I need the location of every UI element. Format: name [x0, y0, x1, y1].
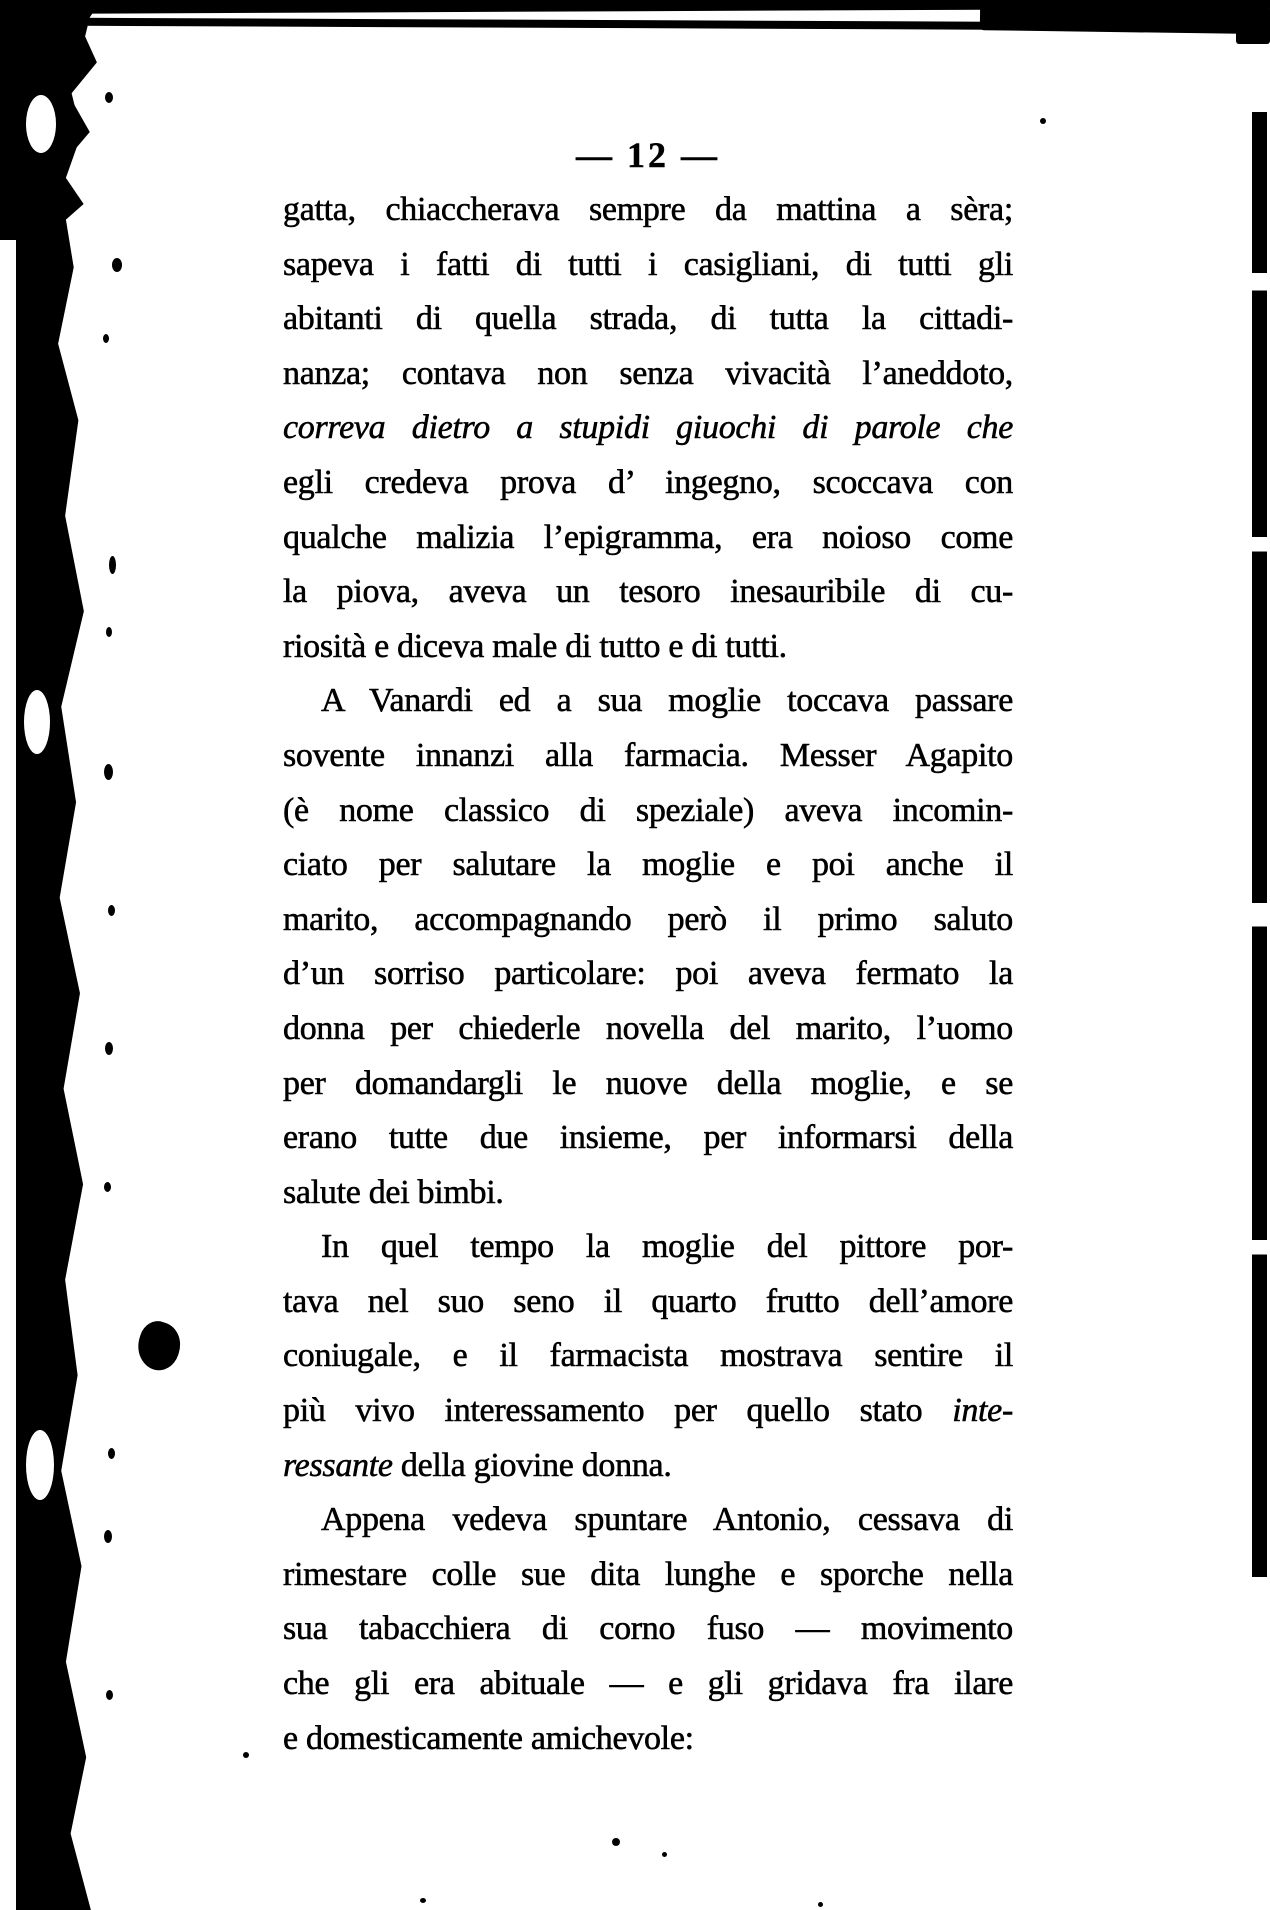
scan-edge-gap — [26, 1430, 54, 1500]
body-text: d’un sorriso particolare: poi aveva fermato la — [283, 955, 1013, 993]
text-line — [283, 511, 1013, 566]
italic-text: ressante — [283, 1446, 393, 1484]
ink-speck — [662, 1852, 667, 1857]
text-line — [283, 292, 1013, 347]
scan-edge-top-right — [980, 0, 1245, 34]
text-line — [283, 1275, 1013, 1330]
ink-speck — [104, 764, 113, 780]
scan-edge-gap — [26, 95, 56, 153]
body-text: egli credeva prova d’ ingegno, scoccava con — [283, 463, 1013, 501]
text-line — [283, 620, 1013, 675]
body-text: In quel tempo la moglie del pittore por- — [321, 1228, 1013, 1266]
body-text: più vivo interessamento per quello stato — [283, 1392, 953, 1430]
text-line — [283, 1602, 1013, 1657]
text-line — [283, 947, 1013, 1002]
ink-speck — [109, 556, 116, 574]
body-text: che gli era abituale — e gli gridava fra ilare — [283, 1665, 1013, 1703]
text-line — [283, 456, 1013, 511]
text-line — [283, 1712, 1013, 1767]
body-text: marito, accompagnando però il primo saluto — [283, 900, 1013, 938]
ink-speck — [104, 1530, 112, 1543]
ink-speck — [243, 1752, 249, 1758]
ink-speck — [105, 92, 113, 103]
body-text: sapeva i fatti di tutti i casigliani, di tutti gli — [283, 245, 1013, 283]
body-text: (è nome classico di speziale) aveva incomin- — [283, 791, 1013, 829]
body-text: riosità e diceva male di tutto e di tutti. — [283, 627, 787, 665]
text-line — [283, 1057, 1013, 1112]
text-line — [283, 1439, 1013, 1494]
text-line — [283, 565, 1013, 620]
ink-speck — [420, 1898, 426, 1903]
text-line — [283, 1384, 1013, 1439]
ink-speck — [103, 334, 109, 343]
italic-text: correva dietro a stupidi giuochi di parole che — [283, 409, 1013, 447]
ink-speck — [108, 1448, 115, 1459]
scan-corner-top-right — [1236, 6, 1270, 44]
text-line — [283, 1329, 1013, 1384]
body-text: abitanti di quella strada, di tutta la cittadi- — [283, 300, 1013, 338]
text-line — [283, 347, 1013, 402]
text-line — [283, 1166, 1013, 1221]
text-line — [283, 401, 1013, 456]
ink-speck — [106, 627, 112, 637]
body-text: erano tutte due insieme, per informarsi della — [283, 1119, 1013, 1157]
scan-edge-left-binding — [16, 0, 94, 1910]
body-text: salute dei bimbi. — [283, 1173, 504, 1211]
ink-speck — [112, 258, 122, 272]
body-text: ciato per salutare la moglie e poi anche il — [283, 846, 1013, 884]
italic-text: inte- — [952, 1392, 1013, 1430]
body-text: per domandargli le nuove della moglie, e se — [283, 1064, 1013, 1102]
text-line — [283, 1493, 1013, 1548]
body-text: gatta, chiaccherava sempre da mattina a sèra; — [283, 191, 1013, 228]
body-text: Appena vedeva spuntare Antonio, cessava di — [321, 1501, 1013, 1539]
ink-speck — [818, 1902, 823, 1907]
ink-speck — [108, 905, 115, 916]
text-line — [283, 784, 1013, 839]
body-text: sovente innanzi alla farmacia. Messer Agapito — [283, 736, 1013, 774]
text-line — [283, 674, 1013, 729]
scan-edge-gap — [24, 690, 50, 754]
text-line — [283, 1002, 1013, 1057]
body-text: della giovine donna. — [392, 1446, 672, 1484]
text-line — [283, 838, 1013, 893]
text-line — [283, 238, 1013, 293]
text-column — [283, 183, 1013, 1766]
text-line — [283, 1657, 1013, 1712]
text-line — [283, 183, 1013, 238]
ink-speck — [612, 1838, 620, 1846]
body-text: donna per chiederle novella del marito, l’uomo — [283, 1009, 1013, 1047]
body-text: qualche malizia l’epigramma, era noioso come — [283, 518, 1013, 556]
body-text: A Vanardi ed a sua moglie toccava passare — [321, 682, 1013, 720]
text-line — [283, 1111, 1013, 1166]
scan-edge-right — [1252, 112, 1267, 1577]
body-text: coniugale, e il farmacista mostrava sentire il — [283, 1337, 1013, 1375]
body-text: rimestare colle sue dita lunghe e sporche nella — [283, 1555, 1013, 1593]
text-line — [283, 893, 1013, 948]
text-line — [283, 1548, 1013, 1603]
ink-speck — [1040, 118, 1046, 124]
body-text: e domesticamente amichevole: — [283, 1719, 694, 1757]
page-number: — 12 — — [576, 135, 720, 175]
body-text: la piova, aveva un tesoro inesauribile di cu- — [283, 573, 1013, 611]
body-text: sua tabacchiera di corno fuso — movimento — [283, 1610, 1013, 1648]
body-text: tava nel suo seno il quarto frutto dell’amore — [283, 1282, 1013, 1320]
text-line — [283, 729, 1013, 784]
ink-blot — [132, 1317, 187, 1376]
ink-speck — [106, 1690, 113, 1700]
ink-speck — [104, 1182, 111, 1192]
ink-speck — [105, 1042, 113, 1055]
text-line — [283, 1220, 1013, 1275]
body-text: nanza; contava non senza vivacità l’aneddoto, — [283, 354, 1013, 392]
